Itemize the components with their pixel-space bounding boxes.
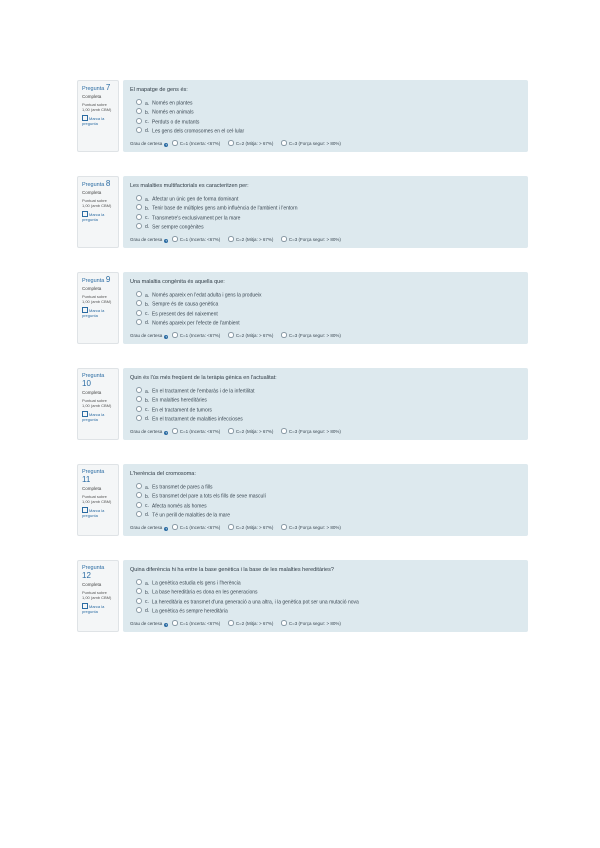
option-letter: b. [145,205,150,212]
answer-option[interactable] [130,598,521,607]
question-info [77,368,119,440]
radio-button[interactable] [136,118,142,124]
radio-button[interactable] [136,415,142,421]
option-letter: a. [145,100,150,107]
option-letter: d. [145,512,150,519]
flag-question-link[interactable]: Marca la pregunta [82,116,105,126]
radio-button[interactable] [136,99,142,105]
answer-option[interactable] [130,127,521,136]
certainty-option[interactable]: C=3 (Força segur: > 80%) [281,429,341,434]
option-text: Només apareix per l'efecte de l'ambient [152,320,240,327]
answer-option[interactable] [130,492,521,501]
question-grade: Puntuat sobre 1,00 (amb CBM) [82,590,112,600]
answer-option[interactable] [130,99,521,108]
flag-question-link[interactable]: Marca la pregunta [82,604,105,614]
option-text: En el tractament de tumors [151,407,212,414]
certainty-option[interactable]: C=3 (Força segur: > 80%) [281,141,341,146]
certainty-option[interactable]: C=1 (Incerta: <67%) [172,621,220,626]
option-text: La genètica és sempre hereditària [152,608,228,615]
option-text: Tenir base de múltiples gens amb influència de l'ambient i l'entorn [152,205,298,212]
certainty-label: Grau de certesa [130,333,163,339]
option-letter: b. [145,493,150,500]
certainty-option[interactable]: C=3 (Força segur: > 80%) [281,525,341,530]
option-letter: c. [145,119,149,126]
question-grade: Puntuat sobre 1,00 (amb CBM) [82,294,112,304]
answer-option[interactable] [130,483,521,492]
certainty-option[interactable]: C=1 (Incerta: <67%) [172,429,220,434]
help-icon[interactable]: ? [165,334,168,339]
question-content [123,560,528,632]
radio-button[interactable] [228,140,234,146]
option-letter: a. [145,196,150,203]
answer-option[interactable] [130,118,521,127]
answer-option[interactable] [130,214,521,223]
option-text: Es transmet de pares a fills [152,484,213,491]
answer-option[interactable] [130,396,521,405]
question-info [77,464,119,536]
radio-button[interactable] [172,524,178,530]
question-info [77,176,119,248]
option-text: Es present des del naixement [151,311,218,318]
answer-option[interactable] [130,607,521,616]
option-text: Afectar un únic gen de forma dominant [152,196,239,203]
radio-button[interactable] [228,332,234,338]
radio-button[interactable] [281,524,287,530]
answer-option[interactable] [130,319,521,328]
certainty-option[interactable]: C=2 (Mitja: > 67%) [228,141,273,146]
option-letter: c. [145,311,149,318]
help-icon[interactable]: ? [165,238,168,243]
question-number: Pregunta 7 [82,83,111,92]
option-letter: d. [145,320,150,327]
radio-button[interactable] [281,332,287,338]
radio-button[interactable] [136,483,142,489]
radio-button[interactable] [228,620,234,626]
radio-button[interactable] [136,319,142,325]
option-text: Ser sempre congènites [152,224,204,231]
answer-option[interactable] [130,406,521,415]
radio-button[interactable] [136,108,142,114]
option-letter: b. [145,589,150,596]
radio-button[interactable] [172,620,178,626]
certainty-label: Grau de certesa [130,237,163,243]
radio-button[interactable] [136,291,142,297]
option-text: Afecta només als homes [151,503,207,510]
option-text: Només en plantes [152,100,193,107]
radio-button[interactable] [136,492,142,498]
option-text: En el tractament de malalties infeccioses [152,416,243,423]
answer-option[interactable] [130,588,521,597]
answer-option[interactable] [130,195,521,204]
question-number: Pregunta 10 [82,373,105,388]
question-number: Pregunta 11 [82,469,105,484]
certainty-legend [130,524,521,531]
radio-button[interactable] [172,236,178,242]
answer-option[interactable] [130,310,521,319]
option-letter: a. [145,580,150,587]
option-text: Només en animals [152,109,194,116]
answer-option[interactable] [130,204,521,213]
question-content [123,80,528,152]
radio-button[interactable] [136,502,142,508]
question-text: Les malalties multifactorials es caracteritzen per: [130,183,249,189]
certainty-option[interactable]: C=2 (Mitja: > 67%) [228,333,273,338]
radio-button[interactable] [136,396,142,402]
certainty-label: Grau de certesa [130,141,163,147]
option-text: La hereditària es transmet d'una generació a una altra, i la genètica pot ser una mutació nova [151,599,359,606]
option-letter: c. [145,215,149,222]
certainty-option[interactable]: C=1 (Incerta: <67%) [172,141,220,146]
question-text: El mapatge de gens és: [130,87,188,93]
answer-option[interactable] [130,579,521,588]
radio-button[interactable] [136,406,142,412]
radio-button[interactable] [136,310,142,316]
option-text: La base hereditària es dona en les generacions [152,589,258,596]
option-letter: a. [145,388,150,395]
question-content [123,368,528,440]
answer-option[interactable] [130,415,521,424]
question-text: Una malaltia congènita és aquella que: [130,279,225,285]
certainty-legend [130,428,521,435]
certainty-option[interactable]: C=3 (Força segur: > 80%) [281,621,341,626]
radio-button[interactable] [136,511,142,517]
question-grade: Puntuat sobre 1,00 (amb CBM) [82,398,112,408]
option-letter: b. [145,301,150,308]
question-state: Completa [82,190,102,195]
certainty-option[interactable]: C=1 (Incerta: <67%) [172,237,220,242]
radio-button[interactable] [136,195,142,201]
answer-option[interactable] [130,300,521,309]
help-icon[interactable]: ? [165,430,168,435]
answer-option[interactable] [130,291,521,300]
question-grade: Puntuat sobre 1,00 (amb CBM) [82,102,112,112]
question-info [77,272,119,344]
flag-question-link[interactable]: Marca la pregunta [82,508,105,518]
answer-option[interactable] [130,108,521,117]
question-state: Completa [82,286,102,291]
option-letter: b. [145,109,150,116]
answer-option[interactable] [130,387,521,396]
certainty-option[interactable]: C=2 (Mitja: > 67%) [228,429,273,434]
question-grade: Puntuat sobre 1,00 (amb CBM) [82,198,112,208]
question-content [123,176,528,248]
option-letter: b. [145,397,150,404]
radio-button[interactable] [281,236,287,242]
question-state: Completa [82,390,102,395]
radio-button[interactable] [136,387,142,393]
flag-question-link[interactable]: Marca la pregunta [82,308,105,318]
radio-button[interactable] [281,620,287,626]
certainty-option[interactable]: C=3 (Força segur: > 80%) [281,333,341,338]
question-content [123,464,528,536]
option-letter: a. [145,292,150,299]
radio-button[interactable] [136,214,142,220]
question-info [77,560,119,632]
option-letter: c. [145,599,149,606]
question-number: Pregunta 12 [82,565,105,580]
option-letter: a. [145,484,150,491]
certainty-label: Grau de certesa [130,429,163,435]
radio-button[interactable] [136,607,142,613]
option-letter: d. [145,128,150,135]
option-letter: d. [145,608,150,615]
question-text: L'herència del cromosoma: [130,471,196,477]
question-grade: Puntuat sobre 1,00 (amb CBM) [82,494,112,504]
radio-button[interactable] [136,204,142,210]
radio-button[interactable] [281,140,287,146]
certainty-label: Grau de certesa [130,525,163,531]
radio-button[interactable] [172,428,178,434]
certainty-option[interactable]: C=2 (Mitja: > 67%) [228,621,273,626]
certainty-option[interactable]: C=1 (Incerta: <67%) [172,333,220,338]
option-letter: d. [145,224,150,231]
radio-button[interactable] [136,223,142,229]
help-icon[interactable]: ? [165,142,168,147]
option-text: Sempre és de causa genètica [152,301,219,308]
option-letter: d. [145,416,150,423]
certainty-label: Grau de certesa [130,621,163,627]
question-state: Completa [82,582,102,587]
answer-option[interactable] [130,502,521,511]
option-text: Perduts o de mutants [151,119,200,126]
question-state: Completa [82,94,102,99]
help-icon[interactable]: ? [165,622,168,627]
radio-button[interactable] [281,428,287,434]
radio-button[interactable] [228,524,234,530]
option-text: La genètica estudia els gens i l'herència [152,580,241,587]
radio-button[interactable] [172,140,178,146]
certainty-legend [130,332,521,339]
radio-button[interactable] [228,236,234,242]
certainty-option[interactable]: C=1 (Incerta: <67%) [172,525,220,530]
question-info [77,80,119,152]
help-icon[interactable]: ? [165,526,168,531]
option-text: En el tractament de l'embaràs i de la infertilitat [152,388,255,395]
option-text: Transmetre's exclusivament per la mare [151,215,241,222]
flag-question-link[interactable]: Marca la pregunta [82,212,105,222]
certainty-option[interactable]: C=3 (Força segur: > 80%) [281,237,341,242]
radio-button[interactable] [136,579,142,585]
radio-button[interactable] [172,332,178,338]
radio-button[interactable] [136,598,142,604]
question-number: Pregunta 8 [82,179,111,188]
radio-button[interactable] [136,127,142,133]
option-text: Només apareix en l'edat adulta i gens la produeix [152,292,262,299]
answer-option[interactable] [130,223,521,232]
radio-button[interactable] [136,300,142,306]
question-state: Completa [82,486,102,491]
option-letter: c. [145,503,149,510]
certainty-option[interactable]: C=2 (Mitja: > 67%) [228,237,273,242]
option-text: Es transmet del pare a tots els fills de sexe masculí [152,493,266,500]
question-text: Quina diferència hi ha entre la base genètica i la base de les malalties hereditàries? [130,567,334,573]
question-text: Quin és l'ús més freqüent de la teràpia gènica en l'actualitat: [130,375,277,381]
flag-question-link[interactable]: Marca la pregunta [82,412,105,422]
question-number: Pregunta 9 [82,275,111,284]
option-letter: c. [145,407,149,414]
certainty-legend [130,236,521,243]
answer-option[interactable] [130,511,521,520]
certainty-option[interactable]: C=2 (Mitja: > 67%) [228,525,273,530]
option-text: Té un perill de malalties de la mare [152,512,230,519]
option-text: En malalties hereditàries [152,397,207,404]
radio-button[interactable] [136,588,142,594]
certainty-legend [130,140,521,147]
question-content [123,272,528,344]
option-text: Les gens dels cromosomes en el cel·lular [152,128,245,135]
radio-button[interactable] [228,428,234,434]
certainty-legend [130,620,521,627]
